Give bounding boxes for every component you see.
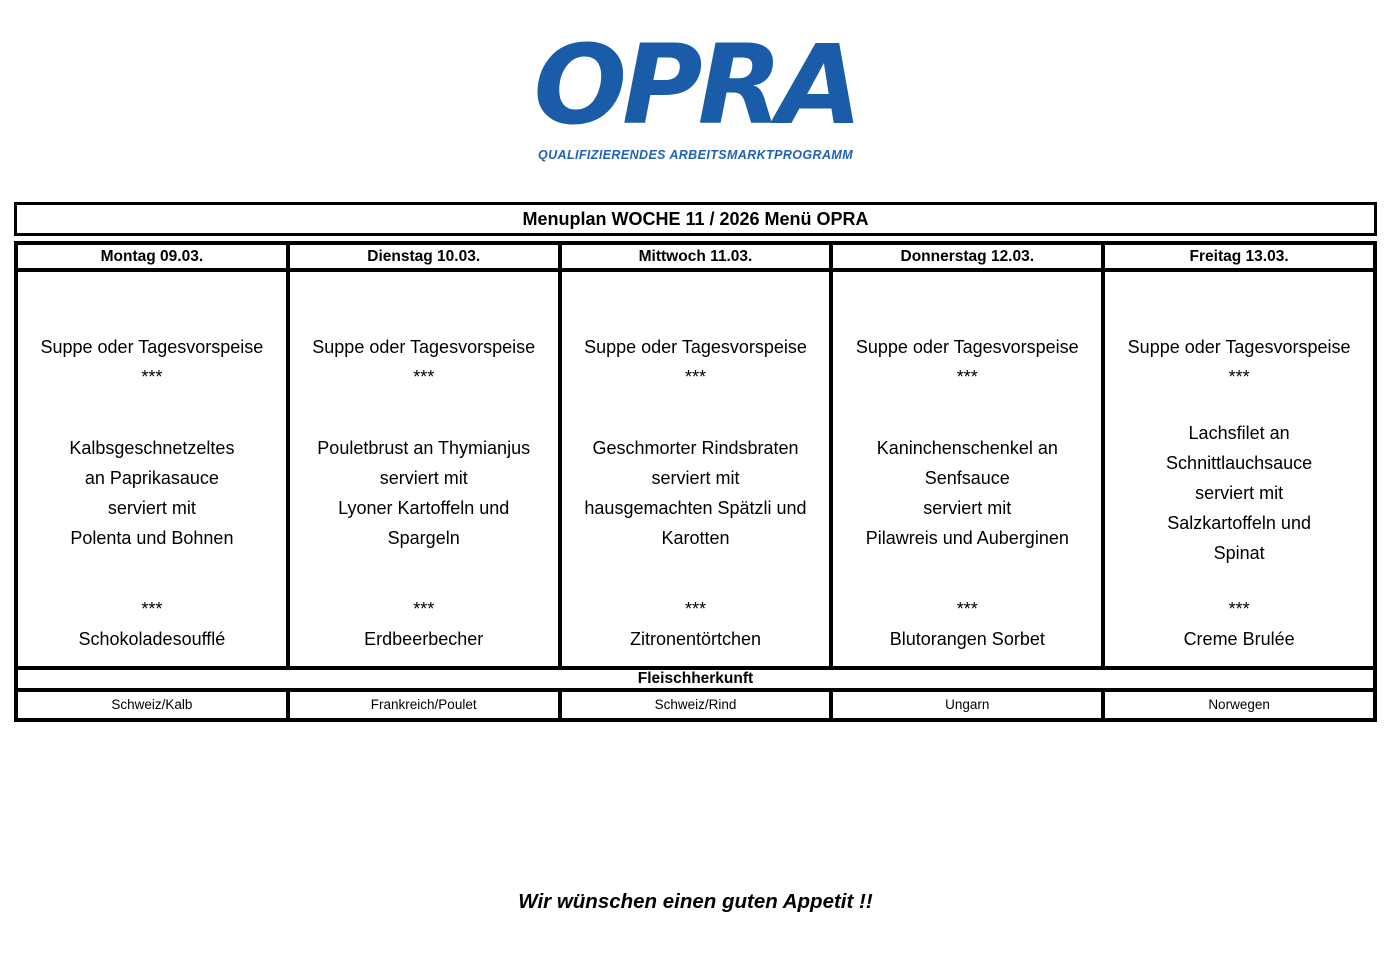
day-header-freitag: Freitag 13.03. [1103,243,1375,270]
starter-text: Suppe oder Tagesvorspeise [855,337,1079,357]
separator-stars: *** [956,599,978,619]
main-dish-line: Polenta und Bohnen [70,528,234,548]
opra-logo: OPRA [533,21,858,149]
main-dish-line: Spargeln [387,528,460,548]
dessert-text: Erdbeerbecher [364,629,484,649]
day-header-montag: Montag 09.03. [16,243,288,270]
main-dish-line: serviert mit [923,498,1012,518]
starter-text: Suppe oder Tagesvorspeise [40,337,264,357]
main-dish [833,392,1101,594]
main-dish-line: Schnittlauchsauce [1166,453,1313,473]
main-dish-line: Pouletbrust an Thymianjus [317,438,531,458]
main-dish-line: serviert mit [107,498,196,518]
separator-stars: *** [413,367,435,387]
day-header-donnerstag: Donnerstag 12.03. [831,243,1103,270]
origin-row [16,690,1375,720]
starter-text: Suppe oder Tagesvorspeise [584,337,807,357]
menu-sheet [14,202,1377,722]
menu-cell-freitag [1103,270,1375,668]
origin-dienstag: Frankreich/Poulet [288,690,560,720]
dessert-text: Schokoladesoufflé [78,629,226,649]
main-dish-line: Karotten [661,528,730,548]
origin-mittwoch: Schweiz/Rind [560,690,832,720]
day-header-dienstag: Dienstag 10.03. [288,243,560,270]
main-dish [562,392,830,594]
logo-block [0,0,1391,162]
day-header-mittwoch: Mittwoch 11.03. [560,243,832,270]
main-dish-line: Salzkartoffeln und [1167,513,1311,533]
menu-cell-montag [16,270,288,668]
separator-stars: *** [141,367,163,387]
starter-text: Suppe oder Tagesvorspeise [312,337,536,357]
meat-origin-label-row [16,668,1375,690]
separator-stars: *** [956,367,978,387]
menu-body-row [16,270,1375,668]
separator-stars: *** [1228,599,1250,619]
logo-subtitle: QUALIFIZIERENDES ARBEITSMARKTPROGRAMM [537,148,854,162]
main-dish-line: Senfsauce [924,468,1010,488]
meat-origin-label: Fleischherkunft [16,668,1375,690]
main-dish-line: Geschmorter Rindsbraten [592,438,799,458]
menu-cell-dienstag [288,270,560,668]
menu-title: Menuplan WOCHE 11 / 2026 Menü OPRA [14,202,1377,236]
main-dish-line: Lachsfilet an [1188,423,1290,443]
main-dish-line: Pilawreis und Auberginen [865,528,1069,548]
starter-text: Suppe oder Tagesvorspeise [1127,337,1351,357]
separator-stars: *** [684,367,706,387]
weekly-menu-table [14,241,1377,722]
separator-stars: *** [141,599,163,619]
separator-stars: *** [1228,367,1250,387]
dessert-text: Zitronentörtchen [629,629,762,649]
origin-montag: Schweiz/Kalb [16,690,288,720]
main-dish [1105,392,1373,594]
main-dish-line: Kaninchenschenkel an [876,438,1058,458]
main-dish-line: an Paprikasauce [84,468,219,488]
main-dish-line: serviert mit [379,468,468,488]
appetit-message: Wir wünschen einen guten Appetit !! [518,890,873,913]
separator-stars: *** [684,599,706,619]
dessert-text: Creme Brulée [1183,629,1295,649]
menu-cell-donnerstag [831,270,1103,668]
main-dish-line: Spinat [1213,543,1265,563]
separator-stars: *** [413,599,435,619]
day-header-row [16,243,1375,270]
origin-freitag: Norwegen [1103,690,1375,720]
dessert-text: Blutorangen Sorbet [889,629,1045,649]
menu-cell-mittwoch [560,270,832,668]
main-dish [290,392,558,594]
main-dish-line: Lyoner Kartoffeln und [338,498,510,518]
main-dish-line: serviert mit [651,468,740,488]
main-dish [18,392,286,594]
origin-donnerstag: Ungarn [831,690,1103,720]
main-dish-line: Kalbsgeschnetzeltes [69,438,235,458]
main-dish-line: serviert mit [1195,483,1284,503]
main-dish-line: hausgemachten Spätzli und [584,498,807,518]
